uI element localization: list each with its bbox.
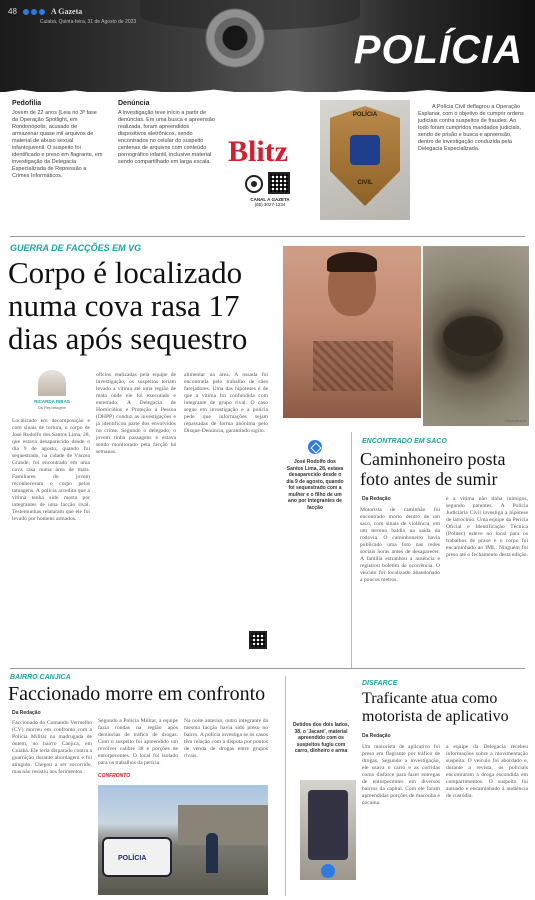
photo-tattoo (313, 341, 393, 391)
story3-headline: Faccionado morre em confronto (8, 683, 266, 705)
author-name: RICARDA RIBAS (34, 399, 70, 404)
brief-text: A Polícia Civil deflagrou a Operação Esplanar, com o objetivo de cumprir ordens judiciais contra suspeitos de fraudes. Ao todo foram cumpridos mandados judiciais, sendo de prisão e busca e apreensão, dentro de investigação conduzida pela Delegacia Especializada. (418, 104, 524, 152)
masthead-topline (8, 7, 82, 16)
camera-icon (321, 864, 335, 878)
photo-caption: Detidos dos dois lados, 38, o 'Jacaré', material apreendido com os suspeitos fugiu com carro, dinheiro e arma (292, 722, 350, 754)
phone-photo (300, 780, 356, 880)
photo-police-car: POLÍCIA (102, 837, 172, 877)
story3-kicker: BAIRRO CANJICA (10, 674, 71, 681)
story3-column: Segundo a Polícia Militar, a equipe fazia rondas na região após denúncias de tráfico de drogas. Com o suspeito foi apreendido um revólver calibre 38 e porções de entorpecentes. O local foi isolado para os trabalhos da perícia. (98, 718, 178, 766)
story4-headline (362, 690, 530, 726)
column-rule (351, 432, 352, 668)
whatsapp-caption-label: CANAL A GAZETA (250, 197, 290, 202)
story3-byline: Da Redação (12, 710, 41, 716)
photo-credit: Reprodução (505, 418, 527, 423)
story1-column: Localizado em decomposição e com sinais de tortura, o corpo de José Rodolfo dos Santos Lima, 28, que estava desaparecido desde o dia 9 de agosto, quando foi sequestrado, na cidade de Várzea Grande, foi encontrado em uma cova rasa numa área de mata. Familiares do jovem reconheceram o corpo pelas tatuagens. A polícia acredita que a vítima tenha sido morta por integrantes de uma facção rival. Testemunhas relataram que ele foi levado por homens armados. (12, 418, 90, 522)
paper-name: A Gazeta (50, 7, 83, 16)
whatsapp-number: (65) 3027-1234 (254, 202, 286, 207)
story4-column: a equipe da Delegacia recebeu informações sobre a movimentação suspeita. O veículo foi abordado e, durante a revista, os policiais encontraram a droga escondida em compartimentos. O suspeito foi autuado e encaminhado à audiência de custódia. (446, 744, 528, 799)
badge-label-top: POLÍCIA (352, 112, 378, 118)
story2-column: Motorista de caminhão foi encontrado morto dentro de um saco, com sinais de violência, em um terreno baldio na saída da rodovia. O caminhoneiro havia publicado uma foto nas redes sociais horas antes de desaparecer. A família estranhou a ausência e registrou boletim de ocorrência. O veículo foi localizado abandonado a poucos metros. (360, 507, 440, 583)
police-car-photo (98, 785, 268, 895)
story2-kicker: ENCONTRADO EM SACO (362, 438, 447, 445)
story4-column: Um motorista de aplicativo foi preso em flagrante por tráfico de drogas. Segundo a investigação, ele usava o carro e as corridas como disfarce para fazer entregas de entorpecentes em diversos bairros da capital. Com ele foram apreendidas porções de maconha e cocaína. (362, 744, 440, 806)
logo-dots-icon (23, 9, 45, 15)
brief-denuncia (118, 100, 218, 166)
story1-headline-line: Corpo é localizado (8, 255, 243, 290)
dateline: Cuiabá, Quinta-feira, 31 de Agosto de 2023 (40, 19, 137, 25)
story4-kicker: DISFARCE (362, 680, 398, 687)
story3-column: Faccionado do Comando Vermelho (CV) morreu em confronto com a Polícia Militar na madrugada de ontem, no bairro Canjica, em Cuiabá. Ele teria disparado contra a guarnição durante abordagem e foi atingido. Chegou a ser socorrido, mas não resistiu aos ferimentos. (12, 720, 92, 775)
brief-text: Jovem de 22 anos (Leia no 3º fase da Operação Spotlight, em Rondonópolis, acusado de armazenar quase mil arquivos de material de abuso sexual infantojuvenil. O suspeito foi identificado e preso em flagrante, em investigação da Delegacia Especializada de Repressão a Crimes Informáticos. (12, 110, 103, 179)
story2-column: e a vítima não tinha inimigos, segundo parentes. A Polícia Judiciária Civil investiga a hipótese de latrocínio. Uma equipe da Perícia Oficial e Identificação Técnica (Politec) esteve no local para os trabalhos de praxe e o corpo foi encaminhado ao IML. Ninguém foi preso até o fechamento desta edição. (446, 496, 528, 558)
brief-title: Pedofilia (12, 100, 42, 107)
story1-headline (8, 256, 283, 355)
photo-wall (178, 805, 268, 845)
qr-code-icon[interactable] (249, 631, 267, 649)
story2-byline: Da Redação (362, 496, 391, 502)
brief-title: Denúncia (118, 100, 150, 107)
badge-label-bottom: CIVIL (357, 180, 373, 186)
story3-subhead: CONFRONTO (98, 773, 131, 779)
story4-headline-line: Traficante atua como (362, 690, 498, 707)
brief-text: A investigação teve início a partir de denúncias. Em uma busca e apreensão realizada, foram apreendidos dispositivos eletrônicos, sendo encontrados no celular do suspeito centenas de arquivos com conteúdo pornográfico infantil, inclusive material sendo compartilhado em larga escala. (118, 110, 215, 165)
story1-headline-line: dias após sequestro (8, 321, 248, 356)
grave-photo (423, 246, 529, 426)
story4-headline-line: motorista de aplicativo (362, 708, 509, 725)
photo-officer (206, 833, 218, 873)
story4-byline: Da Redação (362, 733, 391, 739)
whatsapp-icon (245, 175, 263, 193)
masthead-banner (0, 0, 535, 92)
camera-icon (308, 440, 322, 454)
story3-column: Na noite anterior, outro integrante da mesma facção havia sido preso no bairro. A polícia investiga se os casos têm relação com a disputa por pontos de venda de drogas entre grupos rivais. (184, 718, 268, 759)
page-number: 48 (8, 7, 17, 16)
qr-code-icon[interactable] (268, 172, 290, 194)
badge-emblem-icon (350, 135, 380, 165)
story1-column: ofícios realizadas pela equipe de investigação, os suspeitos teriam levado a vítima até uma região de mata onde ele foi executado e enterrado. A Delegacia de Homicídios e Proteção à Pessoa (DHPP) conduz as investigações e já identificou parte dos envolvidos no crime. Segundo o delegado, o jovem tinha passagens e estava sendo monitorado pela facção há semanas. (96, 372, 176, 455)
story1-headline-line: numa cova rasa 17 (8, 288, 240, 323)
section-title: POLÍCIA (353, 28, 523, 72)
column-rule (285, 676, 286, 896)
whatsapp-caption (240, 197, 300, 207)
story1-kicker: GUERRA DE FACÇÕES EM VG (10, 243, 142, 253)
brief-pedofilia (12, 100, 104, 180)
section-divider (10, 668, 525, 669)
victim-photo (283, 246, 421, 418)
photo-hair (327, 252, 377, 272)
masthead-photo-eye (175, 8, 295, 68)
brief-operacao (418, 104, 526, 153)
story2-headline-line: Caminhoneiro posta (360, 449, 506, 469)
author-role: Da Reportagem (37, 405, 67, 410)
phone-screen (308, 790, 348, 860)
blitz-logo: Blitz (228, 135, 288, 168)
section-divider (10, 236, 525, 237)
story2-headline (360, 449, 530, 489)
story1-column: alimentar na área. A ossada foi encontrada pelo trabalho de cães farejadores. Uma das hipóteses é de que a vítima foi confundida com integrante de grupo rival. O caso segue em investigação e a polícia pede que informações sejam repassadas de forma anônima pelo Disque-Denúncia, garantindo sigilo. (184, 372, 268, 434)
photo-pit (443, 316, 503, 356)
caption-text: José Rodolfo dos Santos Lima, 28, estava desaparecido desde o dia 9 de agosto, quando foi sequestrado com a mulher e o filho de um ano por integrantes de facção (286, 459, 344, 511)
story2-headline-line: foto antes de sumir (360, 469, 498, 489)
author-avatar (38, 370, 66, 396)
photo-caption (286, 440, 344, 511)
